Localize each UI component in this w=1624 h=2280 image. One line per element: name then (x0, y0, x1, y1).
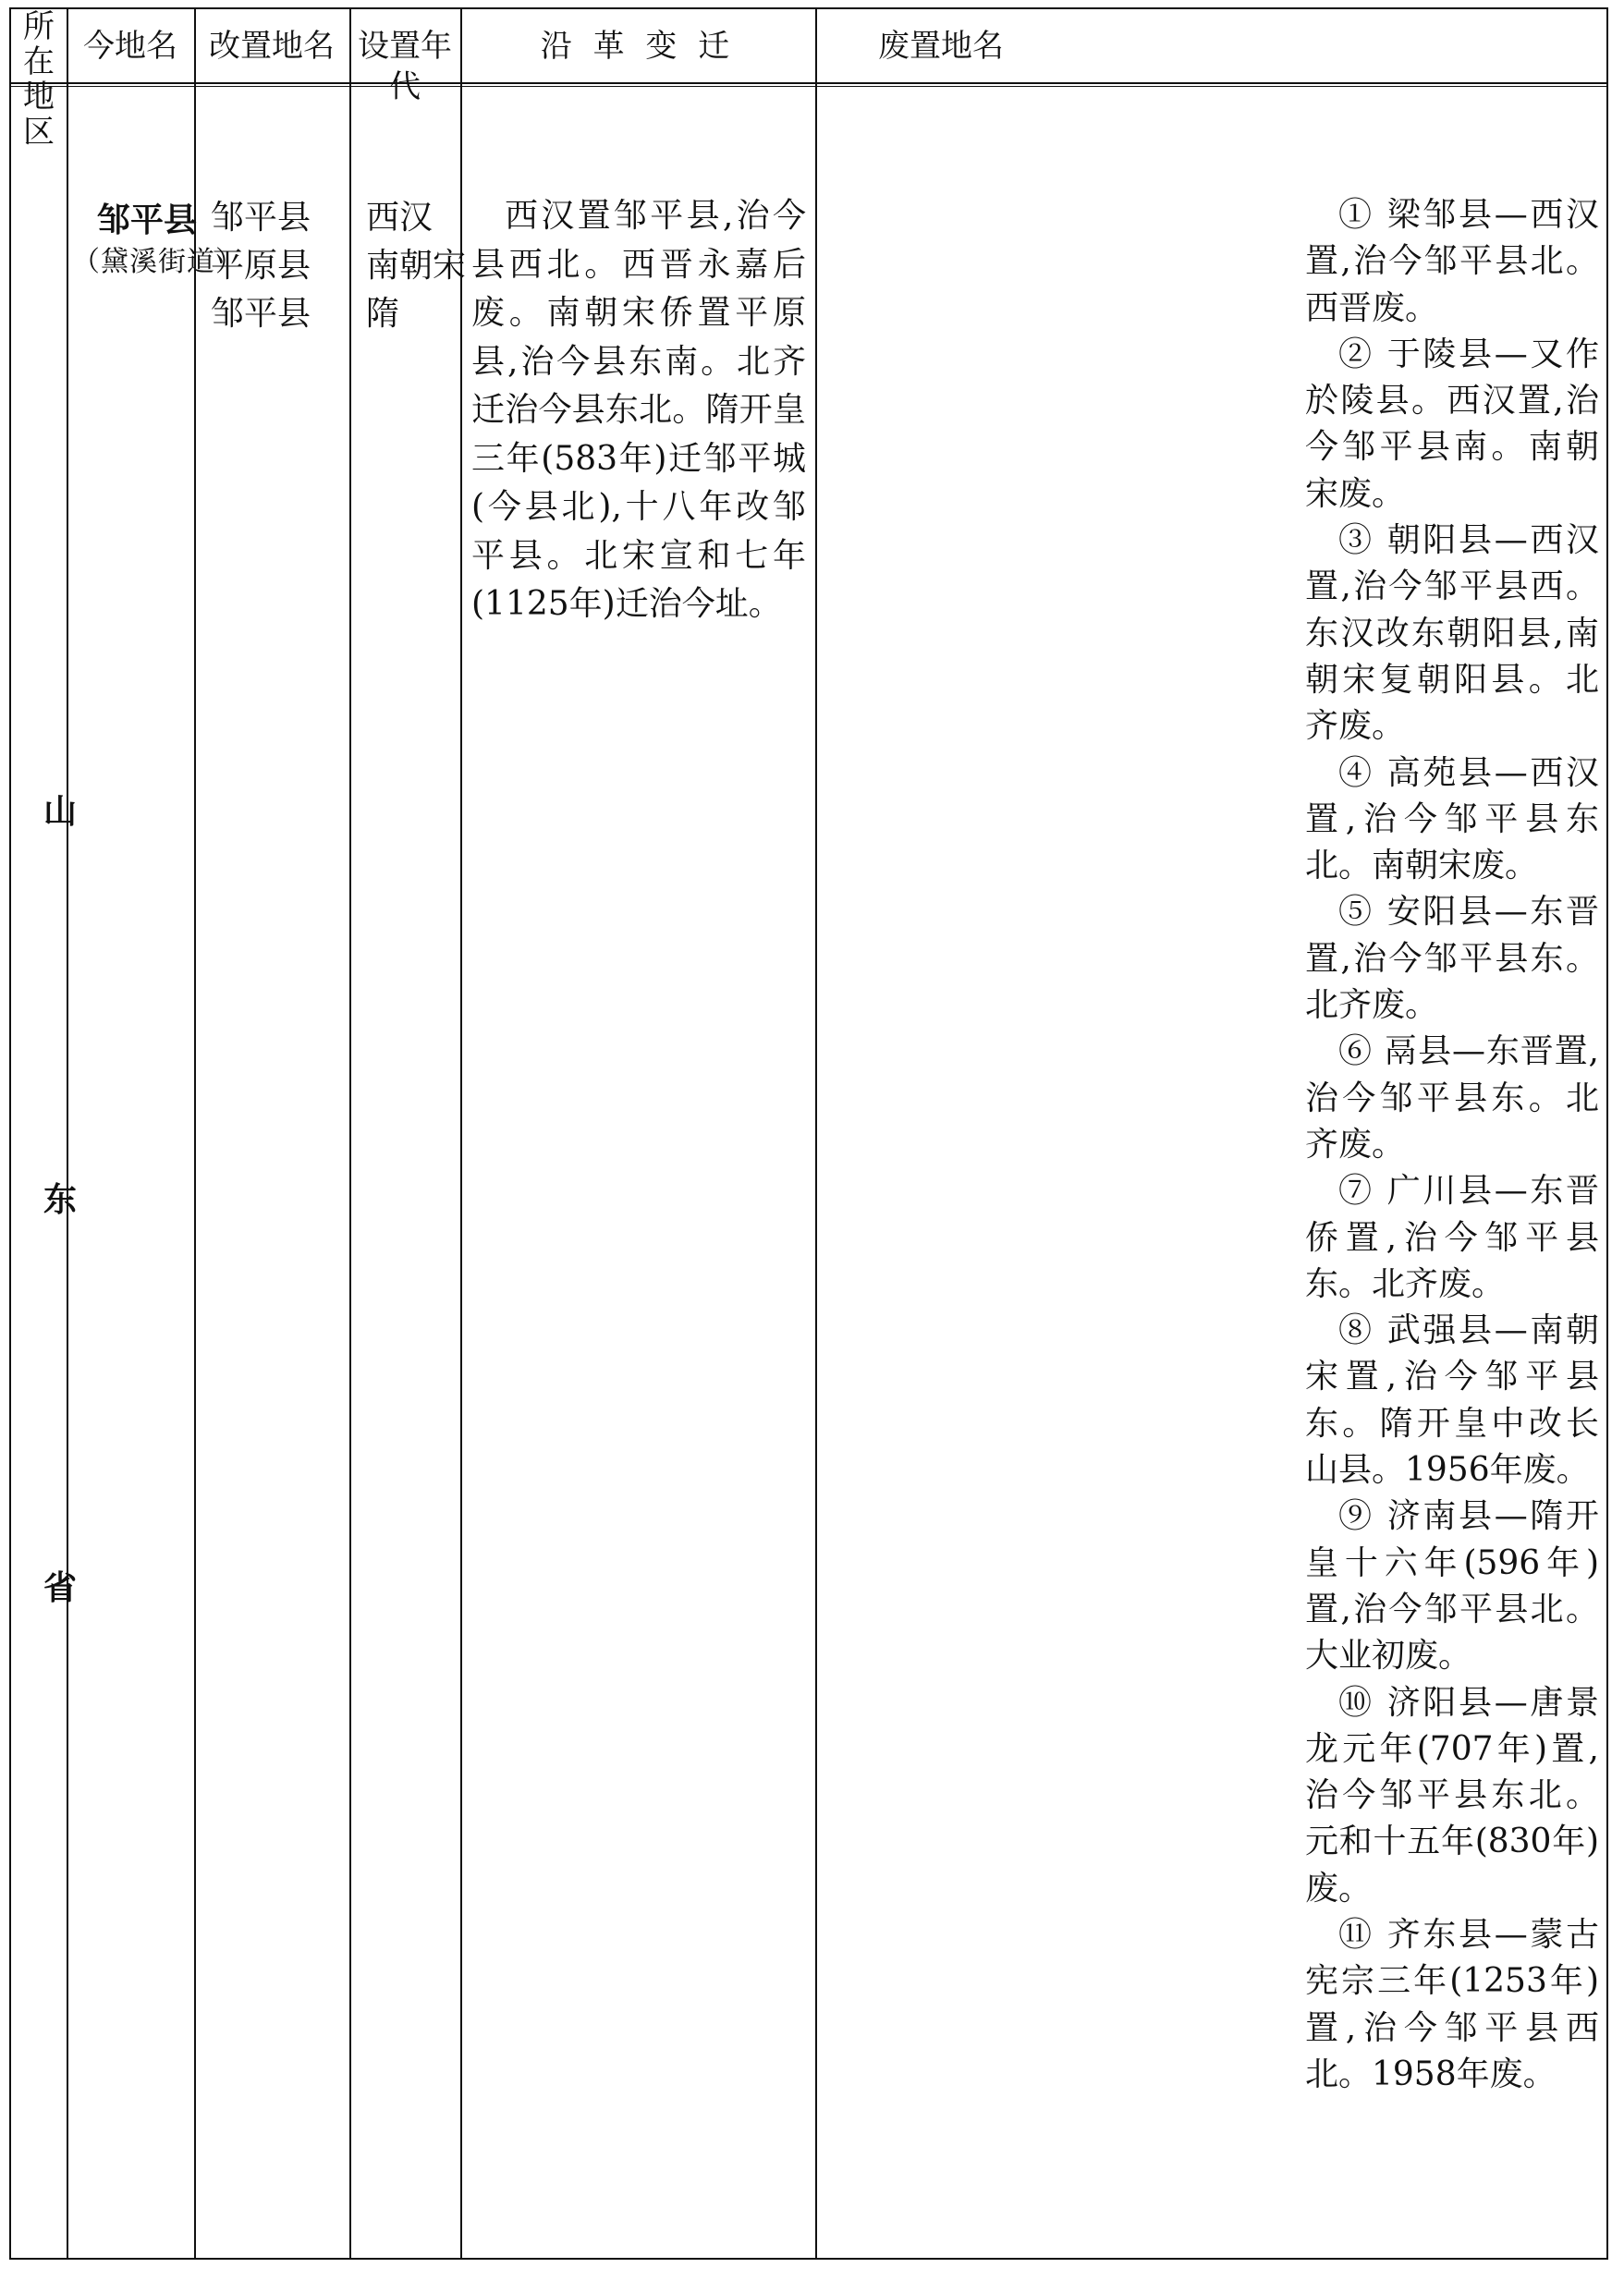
current-name: 邹平县 (97, 201, 198, 239)
header-changed-name: 改置地名 (209, 28, 335, 65)
header-bottom-border-double (9, 86, 1608, 87)
table-left-border (9, 7, 11, 2260)
abolished-list (1305, 192, 1599, 2098)
abolished-item: ① 梁邹县—西汉置,治今邹平县北。西晋废。 (1305, 196, 1599, 327)
abolished-item: ⑥ 鬲县—东晋置,治今邹平县东。北齐废。 (1305, 1032, 1599, 1164)
abolished-item: ⑨ 济南县—隋开皇十六年(596年)置,治今邹平县北。大业初废。 (1305, 1497, 1599, 1676)
abolished-item: ⑦ 广川县—东晋侨置,治今邹平县东。北齐废。 (1305, 1172, 1599, 1303)
col-divider-2 (194, 7, 196, 2260)
abolished-item: ③ 朝阳县—西汉置,治今邹平县西。东汉改东朝阳县,南朝宋复朝阳县。北齐废。 (1305, 521, 1599, 746)
changed-name-item: 邹平县 (211, 199, 311, 237)
abolished-item: ⑤ 安阳县—东晋置,治今邹平县东。北齐废。 (1305, 893, 1599, 1025)
header-region-line2: 地区 (23, 79, 55, 151)
col-divider-5 (815, 7, 817, 2260)
established-eras-list (366, 194, 466, 338)
abolished-item: ⑩ 济阳县—唐景龙元年(707年)置,治今邹平县东北。元和十五年(830年)废。 (1305, 1683, 1599, 1908)
history-text: 西汉置邹平县,治今县西北。西晋永嘉后废。南朝宋侨置平原县,治今县东南。北齐迁治今县东北。隋开皇三年(583年)迁邹平城(今县北),十八年改邹平县。北宋宣和七年(1125年)迁治今址。 (471, 197, 806, 623)
abolished-item: ④ 高苑县—西汉置,治今邹平县东北。南朝宋废。 (1305, 753, 1599, 885)
history-paragraph (471, 192, 806, 629)
current-name-subdistrict: （黛溪街道） (72, 246, 244, 278)
header-bottom-border (9, 82, 1608, 84)
abolished-item: ② 于陵县—又作於陵县。西汉置,治今邹平县南。南朝宋废。 (1305, 335, 1599, 513)
region-char-dong: 东 (43, 1180, 77, 1219)
table-bottom-border (9, 2258, 1608, 2260)
table-top-border (9, 7, 1608, 9)
header-abolished: 废置地名 (878, 28, 1004, 65)
header-history: 沿 革 变 迁 (540, 28, 736, 65)
col-divider-1 (67, 7, 68, 2260)
header-current-name: 今地名 (83, 28, 177, 65)
era-item: 西汉 (366, 199, 433, 237)
era-item: 南朝宋 (366, 247, 467, 285)
col-divider-4 (460, 7, 462, 2260)
abolished-item: ⑧ 武强县—南朝宋置,治今邹平县东。隋开皇中改长山县。1956年废。 (1305, 1311, 1599, 1490)
abolished-item: ⑪ 齐东县—蒙古宪宗三年(1253年)置,治今邹平县西北。1958年废。 (1305, 1915, 1599, 2093)
header-established-era: 设置年代 (358, 28, 452, 105)
region-char-shan: 山 (43, 792, 77, 831)
table-right-border (1606, 7, 1608, 2260)
changed-names-list (211, 194, 311, 338)
changed-name-item: 平原县 (211, 247, 311, 285)
region-char-sheng: 省 (43, 1568, 77, 1607)
col-divider-3 (349, 7, 351, 2260)
era-item: 隋 (366, 295, 400, 333)
header-region (11, 9, 67, 150)
changed-name-item: 邹平县 (211, 295, 311, 333)
header-region-line1: 所在 (23, 8, 55, 80)
